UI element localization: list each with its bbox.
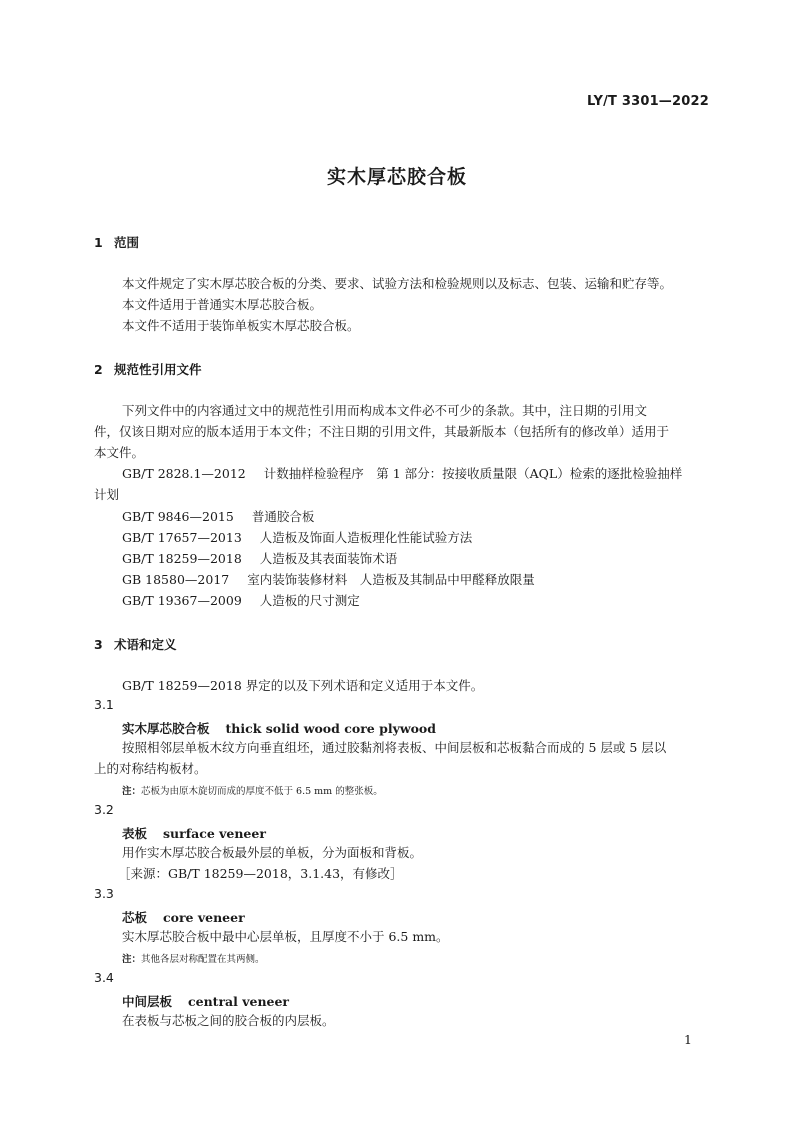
note-label: 注：: [122, 786, 142, 797]
section-1-heading: [94, 233, 139, 251]
term-entry: [122, 719, 436, 737]
paragraph: 本文件不适用于装饰单板实木厚芯胶合板。: [122, 318, 360, 333]
term-en: core veneer: [163, 910, 245, 925]
section-number: 1: [94, 235, 103, 250]
source-citation: ［来源：GB/T 18259—2018，3.1.43，有修改］: [118, 866, 403, 881]
paragraph-line: 下列文件中的内容通过文中的规范性引用而构成本文件必不可少的条款。其中，注日期的引用文: [122, 403, 648, 418]
reference-code: GB/T 2828.1—2012: [122, 466, 246, 481]
paragraph: GB/T 18259—2018 界定的以及下列术语和定义适用于本文件。: [122, 678, 484, 693]
term-entry: [122, 992, 289, 1010]
paragraph: 本文件规定了实木厚芯胶合板的分类、要求、试验方法和检验规则以及标志、包装、运输和贮存等。: [122, 276, 673, 291]
clause-number: 3.4: [94, 970, 114, 985]
term-entry: [122, 824, 266, 842]
clause-number: 3.3: [94, 886, 114, 901]
note: [122, 951, 265, 965]
note: [122, 783, 383, 797]
note-text: 芯板为由原木旋切而成的厚度不低于 6.5 mm 的整张板。: [141, 786, 383, 797]
term-entry: [122, 908, 245, 926]
term-zh: 实木厚芯胶合板: [122, 721, 210, 736]
reference-item: [122, 590, 360, 611]
paragraph-line: 件，仅该日期对应的版本适用于本文件；不注日期的引用文件，其最新版本（包括所有的修改单）适用于: [94, 424, 670, 439]
section-title: 规范性引用文件: [114, 362, 202, 377]
definition-line: 上的对称结构板材。: [94, 761, 207, 776]
reference-title: 人造板及饰面人造板理化性能试验方法: [259, 530, 473, 545]
definition-line: 按照相邻层单板木纹方向垂直组坯，通过胶黏剂将表板、中间层板和芯板黏合而成的 5 层或 5 层以: [122, 740, 667, 755]
reference-code: GB/T 19367—2009: [122, 593, 242, 608]
document-title: 实木厚芯胶合板: [326, 166, 467, 188]
standard-code: LY/T 3301—2022: [587, 94, 709, 109]
reference-title: 计数抽样检验程序 第 1 部分：按接收质量限（AQL）检索的逐批检验抽样: [263, 466, 683, 481]
term-en: central veneer: [188, 994, 290, 1009]
page-number: 1: [684, 1032, 692, 1047]
term-en: thick solid wood core plywood: [225, 721, 437, 736]
reference-code: GB/T 18259—2018: [122, 551, 242, 566]
reference-title: 普通胶合板: [251, 509, 315, 524]
reference-item: [122, 463, 682, 484]
reference-item: [122, 569, 535, 590]
note-label: 注：: [122, 954, 142, 965]
reference-title: 人造板的尺寸测定: [259, 593, 360, 608]
term-zh: 中间层板: [122, 994, 173, 1009]
reference-item: [122, 527, 472, 548]
definition-line: 实木厚芯胶合板中最中心层单板，且厚度不小于 6.5 mm。: [122, 929, 449, 944]
section-3-heading: [94, 635, 177, 653]
section-title: 范围: [114, 235, 140, 250]
clause-number: 3.2: [94, 802, 114, 817]
definition-line: 在表板与芯板之间的胶合板的内层板。: [122, 1013, 335, 1028]
note-text: 其他各层对称配置在其两侧。: [141, 954, 265, 965]
section-number: 2: [94, 362, 103, 377]
section-2-heading: [94, 360, 202, 378]
reference-code: GB/T 17657—2013: [122, 530, 242, 545]
reference-item: [122, 548, 397, 569]
term-en: surface veneer: [163, 826, 266, 841]
reference-title: 室内装饰装修材料 人造板及其制品中甲醛释放限量: [247, 572, 535, 587]
term-zh: 表板: [122, 826, 148, 841]
reference-code: GB/T 9846—2015: [122, 509, 234, 524]
term-zh: 芯板: [122, 910, 148, 925]
section-number: 3: [94, 637, 103, 652]
definition-line: 用作实木厚芯胶合板最外层的单板，分为面板和背板。: [122, 845, 423, 860]
paragraph: 本文件适用于普通实木厚芯胶合板。: [122, 297, 323, 312]
reference-continuation: 计划: [94, 487, 120, 502]
paragraph-line: 本文件。: [94, 445, 145, 460]
reference-code: GB 18580—2017: [122, 572, 230, 587]
section-title: 术语和定义: [114, 637, 177, 652]
reference-title: 人造板及其表面装饰术语: [259, 551, 398, 566]
clause-number: 3.1: [94, 697, 114, 712]
reference-item: [122, 506, 314, 527]
